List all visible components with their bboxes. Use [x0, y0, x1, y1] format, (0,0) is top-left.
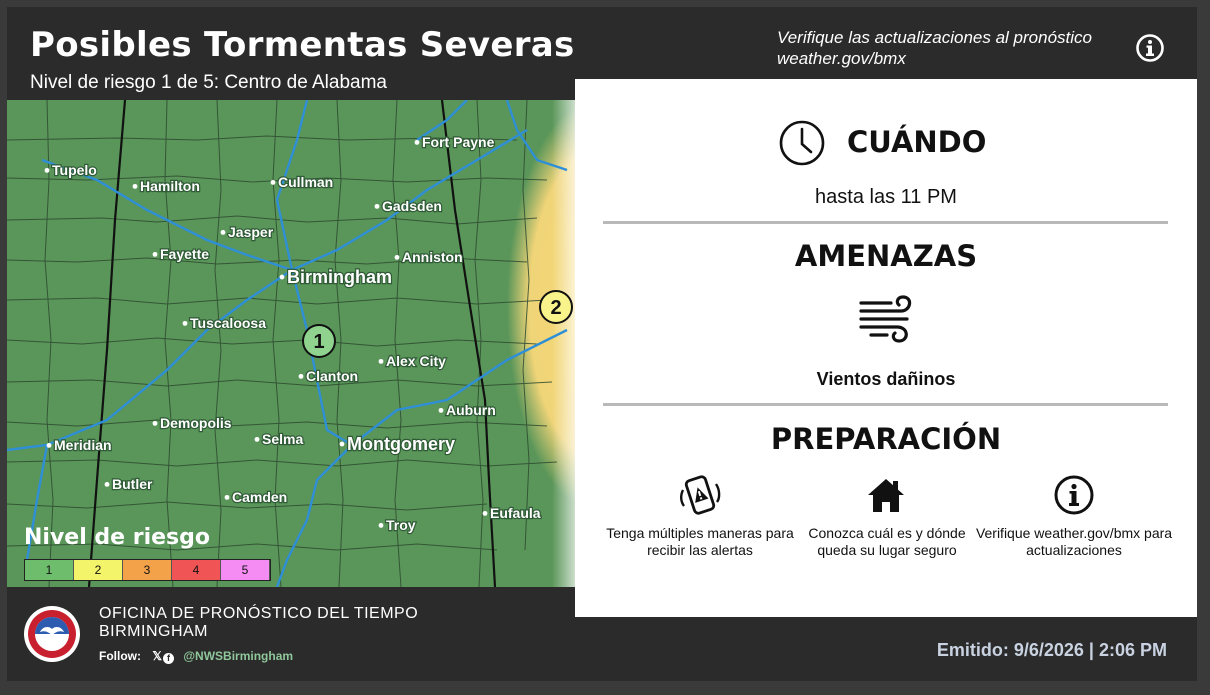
city-label: Meridian	[54, 437, 112, 453]
city-dot	[280, 275, 285, 280]
city-dot	[299, 374, 304, 379]
risk-badge-1-label: 1	[313, 331, 325, 353]
city-label: Fort Payne	[422, 134, 495, 150]
city-dot	[375, 204, 380, 209]
city-label: Alex City	[386, 353, 446, 369]
social-handle[interactable]: @NWSBirmingham	[183, 649, 294, 663]
city-dot	[255, 437, 260, 442]
when-heading: CUÁNDO	[847, 125, 987, 159]
risk-legend	[24, 559, 271, 581]
threats-heading: AMENAZAS	[794, 239, 978, 273]
legend-level-2: 2	[74, 560, 123, 580]
nws-logo	[23, 605, 81, 663]
city-label: Selma	[262, 431, 304, 447]
city-dot	[483, 511, 488, 516]
prep-heading: PREPARACIÓN	[770, 422, 1002, 456]
info-panel	[575, 79, 1197, 617]
city-label: Cullman	[278, 174, 334, 190]
city-dot	[47, 443, 52, 448]
house-icon	[866, 476, 906, 514]
city-label: Birmingham	[287, 267, 393, 287]
legend-title: Nivel de riesgo	[24, 525, 211, 550]
city-dot	[133, 184, 138, 189]
city-dot	[225, 495, 230, 500]
when-text: hasta las 11 PM	[815, 186, 957, 208]
prep-check-updates-text: Verifique weather.gov/bmx para actualizaciones	[975, 525, 1173, 558]
prep-alerts-text: Tenga múltiples maneras para recibir las alertas	[606, 525, 794, 558]
divider-1	[603, 221, 1168, 224]
city-dot	[379, 359, 384, 364]
info-icon	[1053, 474, 1095, 516]
wind-icon	[857, 291, 917, 347]
risk-badge-2	[540, 291, 572, 323]
office-name	[99, 605, 418, 641]
city-label: Gadsden	[382, 198, 442, 214]
risk-badge-2-label: 2	[550, 297, 562, 319]
city-dot	[439, 408, 444, 413]
risk-map	[7, 100, 582, 587]
office-line-1: OFICINA DE PRONÓSTICO DEL TIEMPO	[99, 605, 419, 622]
follow-label: Follow:	[99, 649, 141, 663]
city-label: Jasper	[228, 224, 274, 240]
risk-badge-1	[303, 325, 335, 357]
city-label: Auburn	[446, 402, 496, 418]
legend-level-3: 3	[123, 560, 172, 580]
risk-subtitle: Nivel de riesgo 1 de 5: Centro de Alabama	[30, 72, 387, 93]
city-label: Tuscaloosa	[190, 315, 266, 331]
verify-note	[777, 27, 1092, 69]
city-label: Hamilton	[140, 178, 200, 194]
city-label: Fayette	[160, 246, 210, 262]
city-dot	[105, 482, 110, 487]
city-label: Camden	[232, 489, 288, 505]
divider-2	[603, 403, 1168, 406]
clock-icon	[778, 119, 826, 167]
city-label: Eufaula	[490, 505, 541, 521]
city-label: Anniston	[402, 249, 463, 265]
city-label: Montgomery	[347, 434, 455, 454]
x-icon[interactable]: 𝕏	[152, 649, 163, 663]
info-icon	[1135, 33, 1165, 63]
verify-link[interactable]: weather.gov/bmx	[777, 49, 906, 68]
graphic-card	[7, 7, 1197, 681]
city-dot	[183, 321, 188, 326]
city-dot	[379, 523, 384, 528]
city-dot	[415, 140, 420, 145]
legend-level-5: 5	[221, 560, 270, 580]
city-label: Demopolis	[160, 415, 232, 431]
city-dot	[340, 442, 345, 447]
legend-level-1: 1	[25, 560, 74, 580]
city-dot	[271, 180, 276, 185]
city-dot	[395, 255, 400, 260]
verify-line-1: Verifique las actualizaciones al pronóstico	[777, 28, 1092, 47]
follow-row	[99, 649, 293, 664]
facebook-icon[interactable]: f	[163, 653, 174, 664]
office-line-2: BIRMINGHAM	[99, 623, 208, 640]
city-dot	[153, 252, 158, 257]
prep-safe-place-text: Conozca cuál es y dónde queda su lugar seguro	[808, 525, 966, 558]
city-label: Clanton	[306, 368, 359, 384]
legend-level-4: 4	[172, 560, 221, 580]
page-title: Posibles Tormentas Severas	[30, 25, 575, 65]
city-label: Troy	[386, 517, 416, 533]
issued-timestamp: Emitido: 9/6/2026 | 2:06 PM	[936, 640, 1167, 660]
phone-alert-icon	[679, 474, 721, 516]
city-label: Butler	[112, 476, 153, 492]
threat-text: Vientos dañinos	[816, 369, 956, 389]
city-label: Tupelo	[52, 162, 97, 178]
city-dot	[221, 230, 226, 235]
city-dot	[153, 421, 158, 426]
city-dot	[45, 168, 50, 173]
